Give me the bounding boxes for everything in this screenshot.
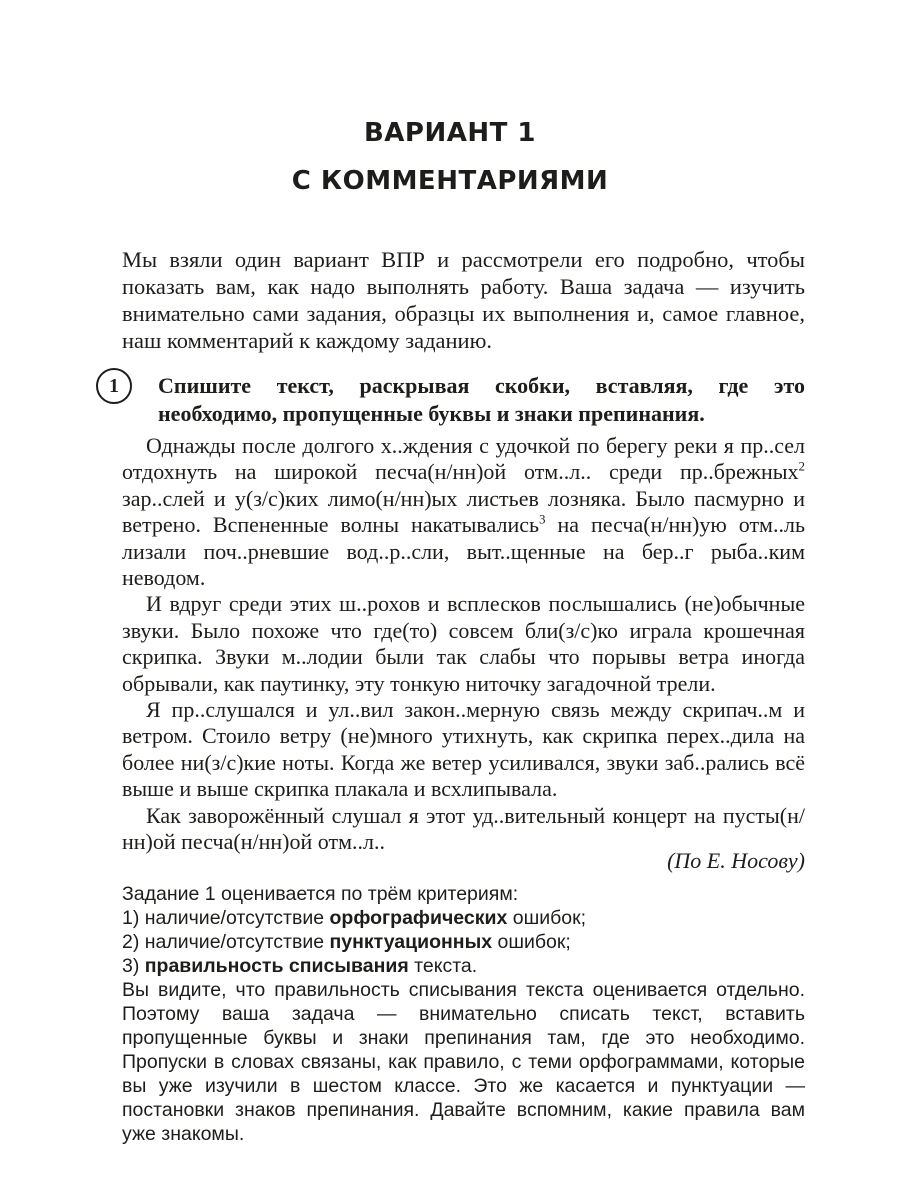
criterion-2-bold: пунктуационных — [329, 931, 493, 953]
intro-paragraph: Мы взяли один вариант ВПР и рассмотрели его подробно, чтобы показать вам, как надо выполнять работу. Ваша задача — изучить внимательно сами задания, образцы их выполнения и, самое главное, наш комментарий к каждому заданию. — [122, 247, 805, 353]
text-p1-part-c: на песча(н/нн)ую отм..ль лизали поч..рневшие вод..р..сли, выт..щенные на бер..г рыба..ким неводом. — [122, 512, 805, 591]
dictation-text — [122, 433, 805, 856]
criterion-3 — [122, 954, 805, 978]
criterion-2-pre: 2) наличие/отсутствие — [122, 931, 330, 953]
text-paragraph-1 — [122, 433, 805, 591]
page-title-line1: ВАРИАНТ 1 — [363, 118, 536, 148]
criterion-3-post: текста. — [408, 955, 478, 977]
text-author: (По Е. Носову) — [667, 848, 805, 873]
text-paragraph-2: И вдруг среди этих ш..рохов и всплесков послышались (не)обычные звуки. Было похоже что где(то) совсем бли(з/с)ко играла крошечная скрипка. Звуки м..лодии были так слабы что порывы ветра иногда обрывали, как паутинку, эту тонкую ниточку загадочной трели. — [122, 591, 805, 696]
text-p1-part-a: Однажды после долгого х..ждения с удочкой по берегу реки я пр..сел отдохнуть на широкой песча(н/нн)ой отм..л.. среди пр..брежных — [122, 433, 805, 485]
footnote-mark-2: 2 — [798, 459, 805, 475]
criterion-1-pre: 1) наличие/отсутствие — [122, 907, 330, 929]
criterion-2-post: ошибок; — [492, 931, 571, 953]
criterion-1-post: ошибок; — [507, 907, 587, 929]
task-instruction: Спишите текст, раскрывая скобки, вставляя, где это необходимо, пропущенные буквы и знаки препинания. — [158, 373, 805, 426]
criterion-3-pre: 3) — [122, 955, 145, 977]
criterion-1-bold: орфографических — [329, 907, 508, 929]
criterion-2 — [122, 930, 805, 954]
criteria-list — [122, 882, 805, 978]
task-number-badge: 1 — [96, 368, 132, 404]
text-paragraph-4: Как заворожённый слушал я этот уд..вительный концерт на пусты(н/нн)ой песча(н/нн)ой отм..л.. — [122, 802, 805, 855]
criterion-3-bold: правильность списывания — [144, 955, 409, 977]
explanation-paragraph: Вы видите, что правильность списывания текста оценивается отдельно. Поэтому ваша задача — внимательно списать текст, вставить пропущенные буквы и знаки препинания там, где это необходимо. Пропуски в словах связаны, как правило, с теми орфограммами, которые вы уже изучили в шестом классе. Это же касается и пунктуации — постановки знаков препинания. Давайте вспомним, какие правила вам уже знакомы. — [122, 979, 805, 1145]
criteria-intro: Задание 1 оценивается по трём критериям: — [122, 883, 519, 905]
page-title-line2: С КОММЕНТАРИЯМИ — [291, 166, 609, 196]
criterion-1 — [122, 906, 805, 930]
text-paragraph-3: Я пр..слушался и ул..вил закон..мерную связь между скрипач..м и ветром. Стоило ветру (не)много утихнуть, как скрипка перех..дила на более ни(з/с)кие ноты. Когда же ветер усиливался, звуки заб..рались всё выше и выше скрипка плакала и всхлипывала. — [122, 697, 805, 802]
text-p1-part-b: зар..слей и у(з/с)ких лимо(н/нн)ых листьев лозняка. Было пасмурно и ветрено. Вспененные волны накатывались — [122, 485, 805, 538]
footnote-mark-3: 3 — [539, 511, 546, 527]
